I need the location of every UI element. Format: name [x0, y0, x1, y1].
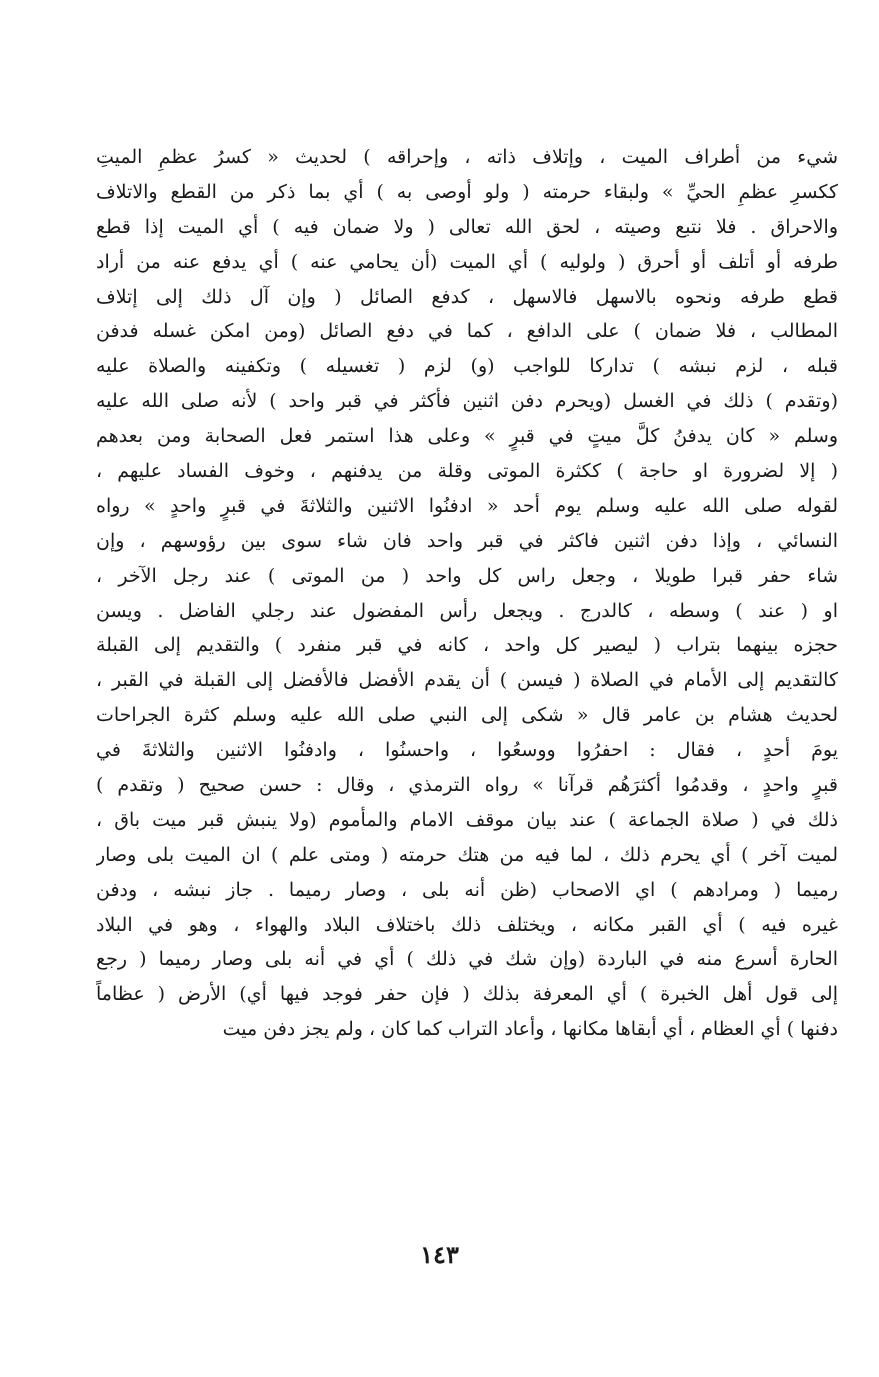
- text-line: قطع طرفه ونحوه بالاسهل فالاسهل ، كدفع الصائل ( وإن آل ذلك إلى إتلاف: [96, 285, 838, 308]
- body-text: [96, 140, 838, 1047]
- text-line: ككسرِ عظمِ الحيِّ » ولبقاء حرمته ( ولو أوصى به ) أي بما ذكر من القطع والاتلاف: [96, 180, 838, 203]
- text-line: غيره فيه ) أي القبر مكانه ، ويختلف ذلك باختلاف البلاد والهواء ، وهو في البلاد: [96, 913, 838, 936]
- text-line: ( إلا لضرورة او حاجة ) ككثرة الموتى وقلة من يدفنهم ، وخوف الفساد عليهم ،: [96, 460, 838, 483]
- text-line: دفنها ) أي العظام ، أي أبقاها مكانها ، وأعاد التراب كما كان ، ولم يجز دفن ميت: [222, 1018, 838, 1041]
- text-line: النسائي ، وإذا دفن اثنين فاكثر في قبر واحد فان شاء سوى بين رؤوسهم ، وإن: [96, 529, 838, 552]
- text-line: حجزه بينهما بتراب ( ليصير كل واحد ، كانه في قبر منفرد ) والتقديم إلى القبلة: [96, 634, 838, 657]
- text-line: لميت آخر ) أي يحرم ذلك ، لما فيه من هتك حرمته ( ومتى علم ) ان الميت بلى وصار: [96, 843, 838, 866]
- text-line: قبله ، لزم نبشه ) تداركا للواجب (و) لزم ( تغسيله ) وتكفينه والصلاة عليه: [96, 355, 838, 378]
- text-line: لحديث هشام بن عامر قال « شكى إلى النبي صلى الله عليه وسلم كثرة الجراحات: [96, 704, 838, 727]
- text-line: او ( عند ) وسطه ، كالدرج . ويجعل رأس المفضول عند رجلي الفاضل . ويسن: [96, 599, 838, 622]
- text-line: رميما ( ومرادهم ) اي الاصحاب (ظن أنه بلى ، وصار رميما . جاز نبشه ، ودفن: [96, 878, 838, 901]
- text-line: لقوله صلى الله عليه وسلم يوم أحد « ادفنُوا الاثنين والثلاثةَ في قبرٍ واحدٍ » رواه: [96, 494, 838, 517]
- text-line: شيء من أطراف الميت ، وإتلاف ذاته ، وإحراقه ) لحديث « كسرُ عظمِ الميتِ: [96, 146, 838, 168]
- text-line: (وتقدم ) ذلك في الغسل (ويحرم دفن اثنين فأكثر في قبر واحد ) لأنه صلى الله عليه: [96, 390, 838, 413]
- text-line: كالتقديم إلى الأمام في الصلاة ( فيسن ) أن يقدم الأفضل فالأفضل إلى القبلة في القبر ،: [96, 669, 838, 692]
- text-line: وسلم « كان يدفنُ كلَّ ميتٍ في قبرٍ » وعلى هذا استمر فعل الصحابة ومن بعدهم: [96, 425, 838, 448]
- text-line: والاحراق . فلا نتبع وصيته ، لحق الله تعالى ( ولا ضمان فيه ) أي الميت إذا قطع: [96, 215, 838, 238]
- text-line: طرفه أو أتلف أو أحرق ( ولوليه ) أي الميت (أن يحامي عنه ) أي يدفع عنه من أراد: [96, 250, 838, 273]
- text-line: الحارة أسرع منه في الباردة (وإن شك في ذلك ) أي في أنه بلى وصار رميما ( رجع: [96, 948, 838, 971]
- page-number: ١٤٣: [420, 1240, 459, 1269]
- text-line: المطالب ، فلا ضمان ) على الدافع ، كما في دفع الصائل (ومن امكن غسله فدفن: [96, 320, 838, 343]
- text-line: يومَ أحدٍ ، فقال : احفرُوا ووسعُوا ، واحسنُوا ، وادفنُوا الاثنين والثلاثةَ في: [96, 739, 838, 762]
- text-line: قبرٍ واحدٍ ، وقدمُوا أكثرَهُم قرآنا » رواه الترمذي ، وقال : حسن صحيح ( وتقدم ): [96, 774, 838, 797]
- text-line: إلى قول أهل الخبرة ) أي المعرفة بذلك ( فإن حفر فوجد فيها أي) الأرض ( عظاماً: [96, 983, 838, 1006]
- text-line: ذلك في ( صلاة الجماعة ) عند بيان موقف الامام والمأموم (ولا ينبش قبر ميت باق ،: [96, 808, 838, 831]
- text-line: شاء حفر قبرا طويلا ، وجعل راس كل واحد ( من الموتى ) عند رجل الآخر ،: [96, 564, 838, 587]
